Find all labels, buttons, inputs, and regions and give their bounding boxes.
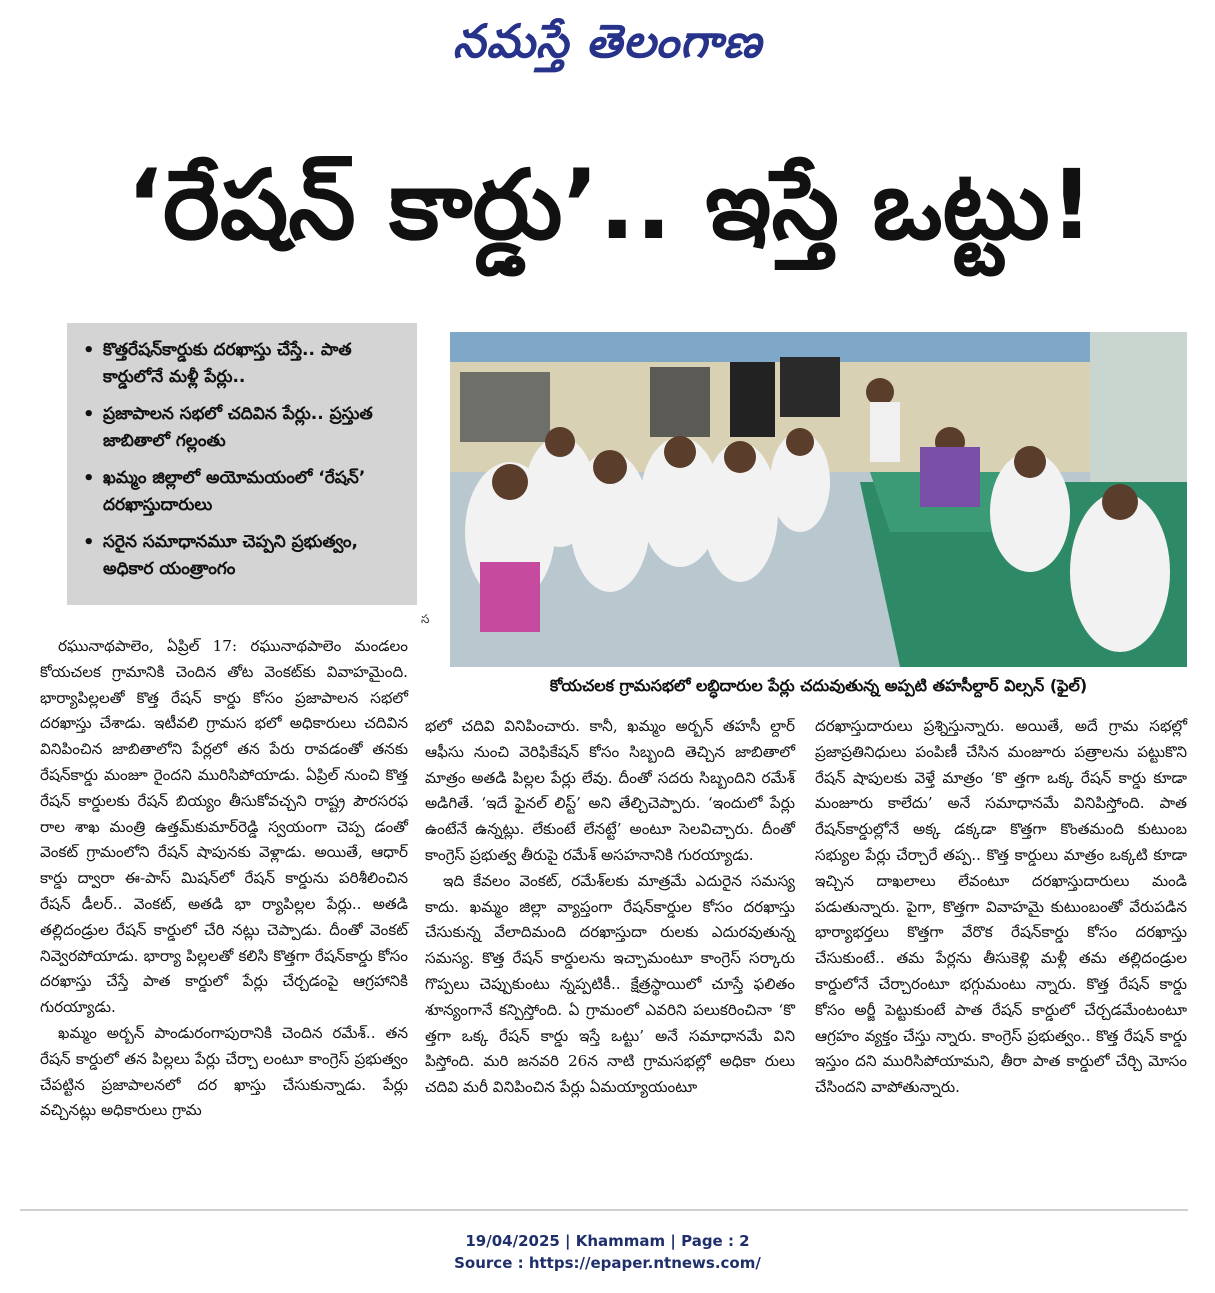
bullet-icon: •: [83, 404, 95, 425]
bullet-icon: •: [83, 468, 95, 489]
highlight-item: • కొత్తరేషన్‌కార్డుకు దరఖాస్తు చేస్తే.. పాత కార్డులోనే మళ్లీ పేర్లు..: [79, 337, 407, 391]
bullet-icon: •: [83, 340, 95, 361]
highlights-box: [67, 323, 417, 605]
photo-credit: స: [421, 612, 430, 626]
headline: ‘రేషన్ కార్డు’.. ఇస్తే ఒట్టు!: [126, 149, 1094, 261]
footer-date-page: 19/04/2025 | Khammam | Page : 2: [465, 1232, 750, 1250]
news-photo: [450, 332, 1187, 667]
paragraph: ఇది కేవలం వెంకట్, రమేశ్‌లకు మాత్రమే ఎదురైన సమస్య కాదు. ఖమ్మం జిల్లా వ్యాప్తంగా రేషన్‌కార్డుల కోసం దరఖాస్తు చేసుకున్న వేలాదిమంది దరఖాస్తుదా రులకు ఎదురవుతున్న సమస్య. కొత్త రేషన్ కార్డులను ఇచ్చామంటూ కాంగ్రెస్ సర్కారు గొప్పలు చెప్పుకుంటు న్నప్పటికీ.. క్షేత్రస్థాయిలో చూస్తే ఫలితం శూన్యంగానే కన్పిస్తోంది. ఏ గ్రామంలో ఎవరిని పలుకరించినా ‘కొ త్తగా ఒక్క రేషన్ కార్డు ఇస్తే ఒట్టు’ అనే సమాధానమే విని పిస్తోంది. మరి జనవరి 26న నాటి గ్రామసభల్లో అధికా రులు చదివి మరీ వినిపించిన పేర్లు ఏమయ్యాయంటూ: [425, 871, 795, 1097]
article-column-3: [815, 714, 1187, 1101]
highlight-item: • సరైన సమాధానమూ చెప్పని ప్రభుత్వం, అధికార యంత్రాంగం: [79, 529, 407, 583]
footer-divider: [20, 1209, 1188, 1211]
paragraph: దరఖాస్తుదారులు ప్రశ్నిస్తున్నారు. అయితే, అదే గ్రామ సభల్లో ప్రజాప్రతినిధులు పంపిణీ చేసిన మంజూరు పత్రాలను పట్టుకొని రేషన్ షాపులకు వెళ్తే మాత్రం ‘కొ త్తగా ఒక్క రేషన్ కార్డు కూడా మంజూరు కాలేదు’ అనే సమాధానమే వినిపిస్తోంది. పాత రేషన్‌కార్డుల్లోనే అక్క డక్కడా కొత్తగా కొంతమంది కుటుంబ సభ్యుల పేర్లు చేర్చారే తప్ప.. కొత్త కార్డులు మాత్రం ఒక్కటి కూడా ఇచ్చిన దాఖలాలు లేవంటూ దరఖాస్తుదారులు మండి పడుతున్నారు. పైగా, కొత్తగా వివాహమై కుటుంబంతో వేరుపడిన భార్యాభర్తలు కొత్తగా వేరొక రేషన్‌కార్డు కోసం దరఖాస్తు చేసుకుంటే.. తమ పేర్లను తీసుకెళ్లి మళ్లీ తమ తల్లిదండ్రుల కార్డులోనే చేర్చారంటూ భగ్గుమంటు న్నారు. కొత్త రేషన్ కార్డు కోసం అర్జీ పెట్టుకుంటే పాత రేషన్ కార్డులో చేర్చడమేంటంటూ ఆగ్రహం వ్యక్తం చేస్తు న్నారు. కాంగ్రెస్ ప్రభుత్వం.. కొత్త రేషన్ కార్డు ఇస్తుం దని మురిసిపోయామని, తీరా పాత కార్డులో చేర్చి మోసం చేసిందని వాపోతున్నారు.: [815, 717, 1187, 1097]
paragraph: భలో చదివి వినిపించారు. కానీ, ఖమ్మం అర్బన్ తహసీ ల్దార్ ఆఫీసు నుంచి వెరిఫికేషన్ కోసం సిబ్బంది తెచ్చిన జాబితాలో మాత్రం అతడి పిల్లల పేర్లు లేవు. దీంతో సదరు సిబ్బందిని రమేశ్ అడిగితే. ‘ఇదే ఫైనల్ లిస్ట్’ అని తేల్చిచెప్పారు. ‘ఇందులో పేర్లు ఉంటేనే ఉన్నట్లు. లేకుంటే లేనట్టే’ అంటూ సెలవిచ్చారు. దీంతో కాంగ్రెస్ ప్రభుత్వ తీరుపై రమేశ్ అసహనానికి గురయ్యాడు.: [425, 717, 795, 864]
footer-source: Source : https://epaper.ntnews.com/: [454, 1254, 761, 1272]
masthead: [0, 14, 1215, 80]
photo-caption: కోయచలక గ్రామసభలో లబ్ధిదారుల పేర్లు చదువుతున్న అప్పటి తహసీల్దార్ విల్సన్ (ఫైల్): [549, 676, 1088, 695]
bullet-icon: •: [83, 532, 95, 553]
masthead-logo: నమస్తే తెలంగాణ: [452, 14, 763, 68]
highlight-item: • ప్రజాపాలన సభలో చదివిన పేర్లు.. ప్రస్తుత జాబితాలో గల్లంతు: [79, 401, 407, 455]
article-column-1: [40, 634, 408, 1124]
highlight-item: • ఖమ్మం జిల్లాలో అయోమయంలో ‘రేషన్’ దరఖాస్తుదారులు: [79, 465, 407, 519]
article-column-2: [425, 714, 795, 1101]
footer: [0, 1230, 1215, 1274]
meeting-photo-illustration: [450, 332, 1187, 667]
paragraph: ఖమ్మం అర్బన్ పాండురంగాపురానికి చెందిన రమేశ్.. తన రేషన్ కార్డులో తన పిల్లలు పేర్లు చేర్చా లంటూ కాంగ్రెస్ ప్రభుత్వం చేపట్టిన ప్రజాపాలనలో దర ఖాస్తు చేసుకున్నాడు. పేర్లు వచ్చినట్లు అధికారులు గ్రామ: [40, 1023, 408, 1120]
paragraph: రఘునాథపాలెం, ఏప్రిల్ 17: రఘునాథపాలెం మండలం కోయచలక గ్రామానికి చెందిన తోట వెంకట్‌కు వివాహమైంది. భార్యాపిల్లలతో కొత్త రేషన్ కార్డు కోసం ప్రజాపాలన సభలో దరఖాస్తు చేశాడు. ఇటీవలి గ్రామస భలో అధికారులు చదివిన వినిపించిన జాబితాలోని పేర్లలో తన పేరు రావడంతో తనకు రేషన్‌కార్డు మంజూ రైందని మురిసిపోయాడు. ఏప్రిల్ నుంచి కొత్త రేషన్ కార్డులకు రేషన్ బియ్యం తీసుకోవచ్చని రాష్ట్ర పౌరసరఫ రాల శాఖ మంత్రి ఉత్తమ్‌కుమార్‌రెడ్డి స్వయంగా చెప్ప డంతో వెంకట్ గ్రామంలోని రేషన్ షాపునకు వెళ్లాడు. అయితే, ఆధార్ కార్డు ద్వారా ఈ-పాస్ మిషన్‌లో రేషన్ కార్డును పరిశీలించిన రేషన్ డీలర్.. వెంకట్, అతడి భా ర్యాపిల్లల పేర్లు.. అతడి తల్లిదండ్రుల రేషన్ కార్డులో చేరి నట్లు చెప్పాడు. దీంతో వెంకట్ నివ్వెరపోయాడు. భార్యా పిల్లలతో కలిసి కొత్తగా రేషన్‌కార్డు కోసం దరఖాస్తు చేస్తే పాత కార్డులో పేర్లు చేర్చడంపై ఆగ్రహానికి గురయ్యాడు.: [40, 637, 408, 1017]
